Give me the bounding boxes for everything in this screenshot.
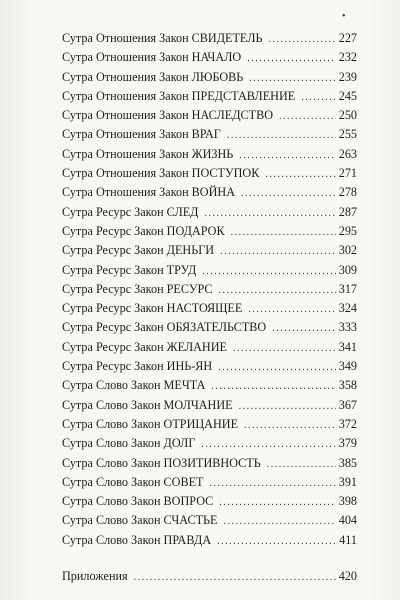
toc-entry-page: 250 bbox=[338, 108, 357, 123]
toc-entry bbox=[62, 434, 357, 453]
dot-leader bbox=[244, 416, 336, 435]
toc-entry-title: Сутра Отношения Закон ВОЙНА bbox=[62, 185, 235, 200]
dot-leader bbox=[134, 568, 336, 587]
toc-entry-page: 367 bbox=[338, 397, 357, 412]
toc-entry-title: Сутра Отношения Закон ПРЕДСТАВЛЕНИЕ bbox=[62, 88, 296, 103]
toc-entry-title: Сутра Отношения Закон ВРАГ bbox=[62, 127, 221, 142]
toc-entry-page: 245 bbox=[338, 88, 357, 103]
toc-entry-title: Сутра Отношения Закон ПОСТУПОК bbox=[62, 166, 260, 181]
toc-entry bbox=[62, 125, 357, 144]
toc-entry-title: Сутра Отношения Закон СВИДЕТЕЛЬ bbox=[62, 31, 263, 45]
toc-entry-title: Сутра Отношения Закон ЛЮБОВЬ bbox=[62, 69, 244, 84]
toc-entry-page: 227 bbox=[338, 31, 357, 45]
toc-entry-page: 324 bbox=[338, 301, 357, 316]
toc-entry bbox=[62, 531, 357, 550]
dot-leader bbox=[301, 88, 336, 107]
toc-entry-appendix bbox=[62, 567, 357, 586]
toc-entry-page: 302 bbox=[338, 243, 357, 258]
toc-entry-page: 404 bbox=[338, 513, 357, 528]
dot-leader bbox=[231, 223, 336, 242]
toc-entry-title: Сутра Слово Закон СЧАСТЬЕ bbox=[62, 513, 218, 528]
dot-leader bbox=[201, 435, 335, 454]
dot-leader bbox=[211, 377, 335, 396]
toc-entry-title: Сутра Слово Закон ДОЛГ bbox=[62, 436, 196, 451]
toc-entry-title: Сутра Слово Закон ПРАВДА bbox=[62, 532, 212, 547]
toc-entry bbox=[62, 48, 357, 67]
toc-entry bbox=[62, 299, 357, 318]
toc-entry bbox=[62, 454, 357, 473]
dot-leader bbox=[224, 512, 336, 531]
dot-leader bbox=[220, 242, 336, 261]
dot-leader bbox=[268, 30, 335, 49]
toc-entry-page: 287 bbox=[338, 204, 357, 219]
dot-leader bbox=[219, 281, 336, 300]
toc-entry bbox=[62, 183, 357, 202]
toc-entry-page: 263 bbox=[338, 146, 357, 161]
dot-leader bbox=[233, 339, 336, 358]
dot-leader bbox=[202, 262, 335, 281]
dot-leader bbox=[241, 184, 336, 203]
toc-entry-title: Сутра Слово Закон ОТРИЦАНИЕ bbox=[62, 416, 239, 431]
toc-entry-title: Сутра Ресурс Закон РЕСУРС bbox=[62, 281, 213, 296]
toc-entry bbox=[62, 511, 357, 530]
toc-entry bbox=[62, 357, 357, 376]
toc-entry-page: 358 bbox=[338, 378, 357, 393]
toc-entry-title: Сутра Отношения Закон ЖИЗНЬ bbox=[62, 146, 234, 161]
dot-leader bbox=[217, 532, 336, 551]
dot-leader bbox=[248, 300, 335, 319]
toc-entry bbox=[62, 68, 357, 87]
toc-entry bbox=[62, 338, 357, 357]
toc-entry-page: 295 bbox=[338, 223, 357, 238]
toc-entry-page: 255 bbox=[338, 127, 357, 142]
toc-entry-page: 278 bbox=[338, 185, 357, 200]
toc-entry bbox=[62, 145, 357, 164]
toc-entry bbox=[62, 29, 357, 48]
dot-leader bbox=[205, 204, 336, 223]
toc-entry-title: Сутра Ресурс Закон ДЕНЬГИ bbox=[62, 243, 215, 258]
toc-entry-title: Сутра Ресурс Закон ПОДАРОК bbox=[62, 223, 225, 238]
dot-leader bbox=[247, 49, 336, 68]
toc-entries bbox=[62, 29, 357, 550]
toc-entry bbox=[62, 164, 357, 183]
toc-entry bbox=[62, 473, 357, 492]
toc-entry-page: 317 bbox=[338, 281, 357, 296]
dot-leader bbox=[239, 146, 335, 165]
toc-entry bbox=[62, 396, 357, 415]
toc-entry-title: Приложения bbox=[62, 569, 128, 584]
toc-entry-page: 385 bbox=[338, 455, 357, 470]
toc-entry-title: Сутра Слово Закон СОВЕТ bbox=[62, 474, 204, 489]
toc-entry-title: Сутра Отношения Закон НАЧАЛО bbox=[62, 50, 242, 65]
toc-entry bbox=[62, 261, 357, 280]
toc-entry-title: Сутра Слово Закон ВОПРОС bbox=[62, 494, 214, 509]
toc-entry bbox=[62, 241, 357, 260]
toc-entry-title: Сутра Ресурс Закон ИНЬ-ЯН bbox=[62, 359, 213, 374]
toc-entry-title: Сутра Слово Закон МЕЧТА bbox=[62, 378, 206, 393]
dot-leader bbox=[218, 358, 335, 377]
toc-entry-title: Сутра Ресурс Закон ТРУД bbox=[62, 262, 197, 277]
toc-entry-page: 239 bbox=[338, 69, 357, 84]
toc-entry-page: 309 bbox=[338, 262, 357, 277]
toc-entry-page: 271 bbox=[338, 166, 357, 181]
toc-entry-title: Сутра Ресурс Закон ОБЯЗАТЕЛЬСТВО bbox=[62, 320, 267, 335]
toc-entry-page: 232 bbox=[338, 50, 357, 65]
toc-entry-page: 333 bbox=[338, 320, 357, 335]
dot-leader bbox=[227, 126, 336, 145]
toc-entry bbox=[62, 318, 357, 337]
toc-entry-page: 372 bbox=[338, 416, 357, 431]
toc-entry bbox=[62, 415, 357, 434]
toc-entry-title: Сутра Слово Закон МОЛЧАНИЕ bbox=[62, 397, 233, 412]
toc-entry bbox=[62, 106, 357, 125]
toc-entry-title: Сутра Слово Закон ПОЗИТИВНОСТЬ bbox=[62, 455, 261, 470]
toc-entry-title: Сутра Ресурс Закон СЛЕД bbox=[62, 204, 199, 219]
toc-entry-title: Сутра Отношения Закон НАСЛЕДСТВО bbox=[62, 108, 274, 123]
toc-entry-page: 391 bbox=[338, 474, 357, 489]
toc-entry bbox=[62, 492, 357, 511]
toc-entry-page: 398 bbox=[338, 494, 357, 509]
dot-leader bbox=[265, 165, 335, 184]
toc-entry bbox=[62, 376, 357, 395]
toc-entry-title: Сутра Ресурс Закон НАСТОЯЩЕЕ bbox=[62, 301, 243, 316]
toc-entry bbox=[62, 87, 357, 106]
toc-entry bbox=[62, 203, 357, 222]
toc-entry-page: 411 bbox=[339, 532, 357, 547]
toc-entry-page: 349 bbox=[338, 359, 357, 374]
toc-entry bbox=[62, 222, 357, 241]
dot-leader bbox=[249, 69, 335, 88]
table-of-contents bbox=[62, 29, 357, 586]
dot-leader bbox=[239, 397, 336, 416]
dot-leader bbox=[219, 493, 335, 512]
dot-leader bbox=[210, 474, 336, 493]
corner-mark: • bbox=[342, 11, 346, 22]
toc-entry bbox=[62, 280, 357, 299]
toc-entry-page: 379 bbox=[338, 436, 357, 451]
dot-leader bbox=[267, 455, 336, 474]
toc-entry-page: 420 bbox=[338, 569, 357, 584]
toc-entry-title: Сутра Ресурс Закон ЖЕЛАНИЕ bbox=[62, 339, 227, 354]
dot-leader bbox=[279, 107, 336, 126]
dot-leader bbox=[272, 319, 336, 338]
toc-entry-page: 341 bbox=[338, 339, 357, 354]
